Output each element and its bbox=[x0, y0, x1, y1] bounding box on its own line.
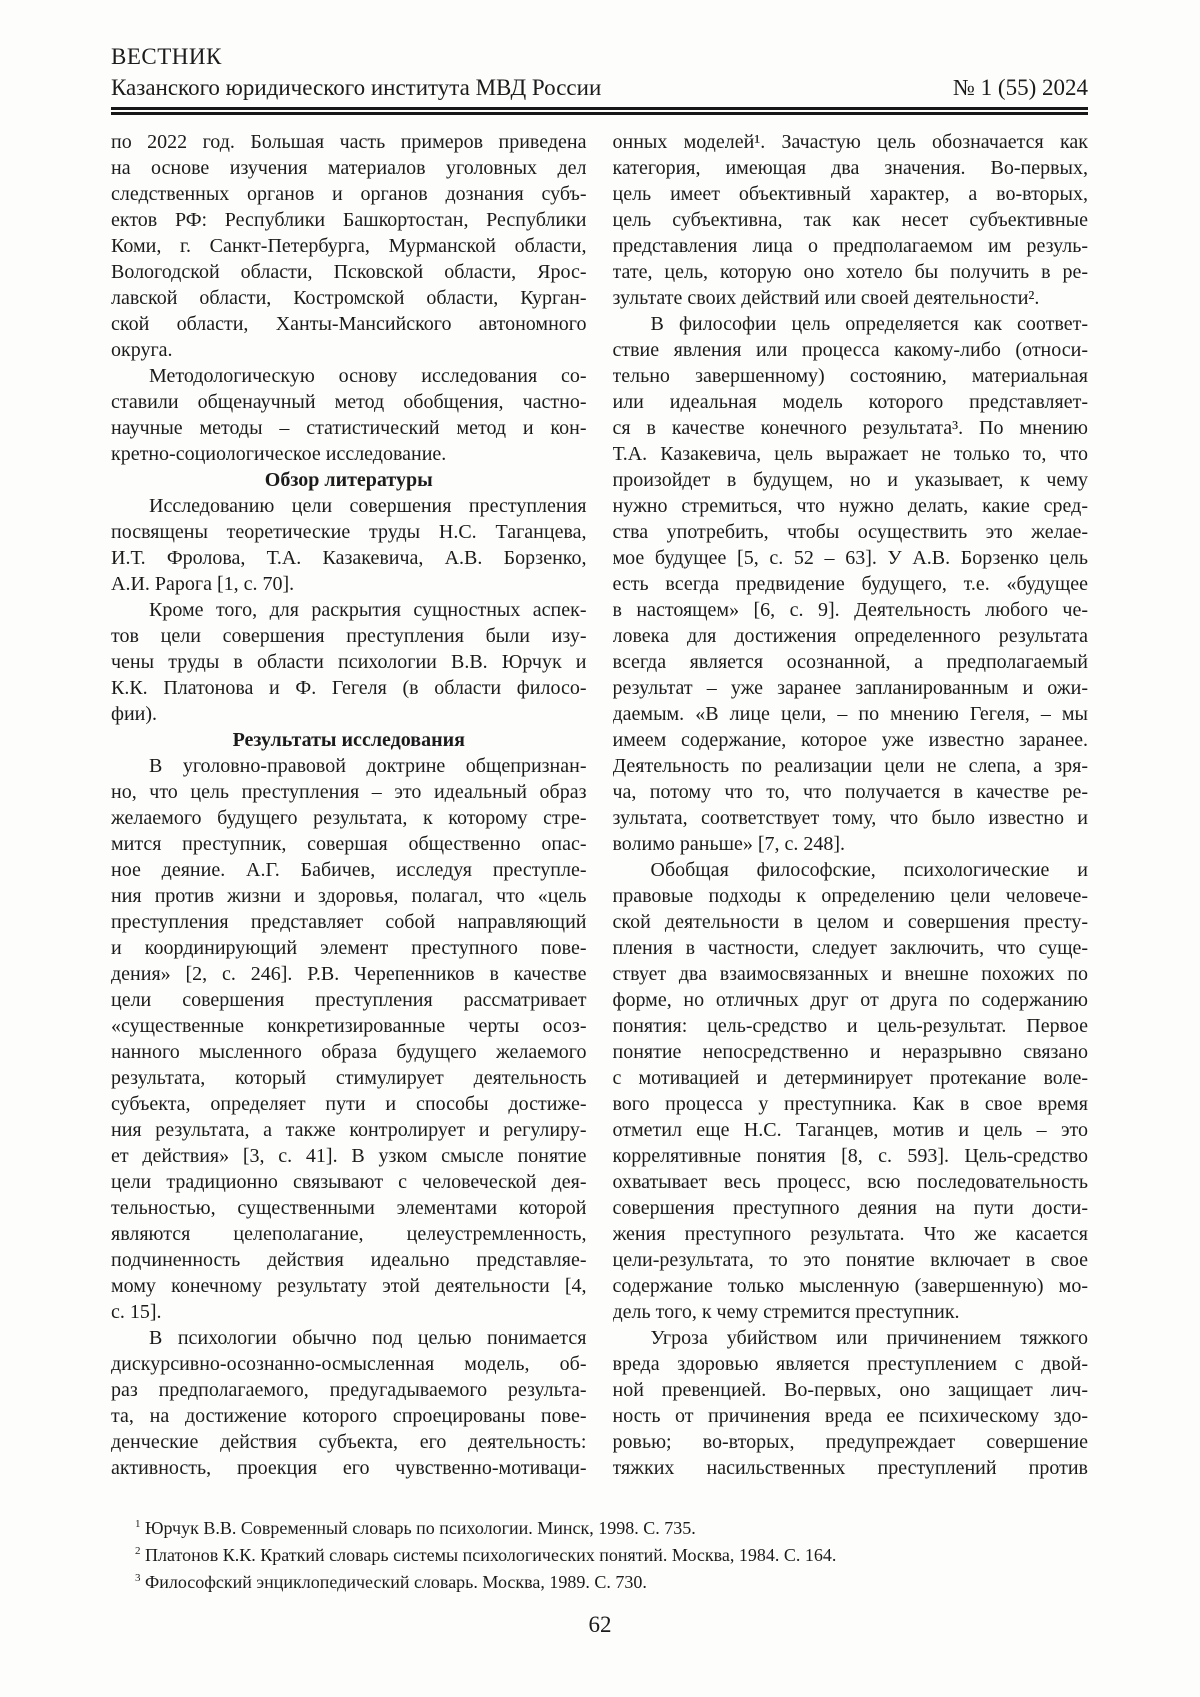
text-line: в настоящем» [6, с. 9]. Деятельность любого че- bbox=[612, 599, 1088, 621]
right-column bbox=[613, 129, 1089, 1481]
text-line: цель имеет объективный характер, а во-вторых, bbox=[612, 183, 1088, 205]
text-line: ской деятельности в целом и совершения престу- bbox=[612, 911, 1088, 933]
journal-subtitle: Казанского юридического института МВД России bbox=[111, 75, 602, 100]
text-line: Угроза убийством или причинением тяжкого bbox=[650, 1327, 1088, 1349]
text-line: Деятельность по реализации цели не слепа, а зря- bbox=[612, 755, 1088, 777]
text-line: и координирующий элемент преступного пове- bbox=[111, 937, 587, 959]
text-line: ния против жизни и здоровья, полагал, что «цель bbox=[111, 885, 587, 907]
text-line: Вологодской области, Псковской области, Ярос- bbox=[111, 261, 587, 283]
text-line: охватывает весь процесс, всю последовательность bbox=[612, 1171, 1088, 1193]
text-line: зультата, соответствует тому, что было известно и bbox=[612, 807, 1088, 829]
text-line: «существенные конкретизированные черты осоз- bbox=[111, 1015, 587, 1037]
text-line: ность от причинения вреда ее психическому здо- bbox=[612, 1405, 1088, 1427]
text-line: форме, но отличных друг от друга по содержанию bbox=[612, 989, 1088, 1011]
text-line: категория, имеющая два значения. Во-первых, bbox=[612, 157, 1088, 179]
text-line: являются целеполагание, целеустремленность, bbox=[111, 1223, 587, 1245]
text-line: волимо раньше» [7, с. 248]. bbox=[612, 833, 846, 855]
text-line: тельностью, существенными элементами которой bbox=[111, 1197, 587, 1219]
text-line: результата, который стимулирует деятельность bbox=[111, 1067, 587, 1089]
text-line: дения» [2, с. 246]. Р.В. Черепенников в качестве bbox=[111, 963, 587, 985]
text-line: по 2022 год. Большая часть примеров приведена bbox=[111, 131, 587, 153]
text-line: ся в качестве конечного результата³. По мнению bbox=[612, 417, 1088, 439]
text-line: результат – уже заранее запланированным и ожи- bbox=[612, 677, 1088, 699]
footnote: $^3$ Философский энциклопедический словарь. Москва, 1989. С. 730. bbox=[135, 1572, 647, 1592]
text-line: жения преступного результата. Что же касается bbox=[612, 1223, 1088, 1245]
header-rule bbox=[111, 107, 1088, 115]
text-line: субъекта, определяет пути и способы достиже- bbox=[111, 1093, 587, 1115]
text-line: всегда является осознанной, а предполагаемый bbox=[612, 651, 1088, 673]
text-line: Исследованию цели совершения преступления bbox=[149, 495, 587, 517]
text-line: тяжких насильственных преступлений против bbox=[612, 1457, 1088, 1479]
text-line: Т.А. Казакевича, цель выражает не только то, что bbox=[612, 443, 1088, 465]
text-line: но, что цель преступления – это идеальный образ bbox=[111, 781, 587, 803]
text-line: кретно-социологическое исследование. bbox=[111, 443, 447, 465]
text-line: нужно стремиться, что нужно делать, какие сред- bbox=[612, 495, 1088, 517]
text-line: произойдет в будущем, но и указывает, к чему bbox=[612, 469, 1088, 491]
section-heading: Обзор литературы bbox=[264, 469, 433, 491]
text-line: раз предполагаемого, предугадываемого результа- bbox=[111, 1379, 587, 1401]
text-line: ровью; во-вторых, предупреждает совершение bbox=[612, 1431, 1088, 1453]
text-line: тов цели совершения преступления были изу- bbox=[111, 625, 587, 647]
journal-title: ВЕСТНИК bbox=[111, 44, 222, 69]
text-line: активность, проекция его чувственно-мотиваци- bbox=[111, 1457, 587, 1479]
text-line: отметил еще Н.С. Таганцев, мотив и цель – это bbox=[612, 1119, 1088, 1141]
text-line: ектов РФ: Республики Башкортостан, Республики bbox=[111, 209, 587, 231]
text-line: понятие непосредственно и неразрывно связано bbox=[612, 1041, 1088, 1063]
text-line: дискурсивно-осознанно-осмысленная модель, об- bbox=[111, 1353, 587, 1375]
text-line: Методологическую основу исследования со- bbox=[149, 365, 587, 387]
text-line: зультате своих действий или своей деятельности². bbox=[612, 287, 1040, 309]
text-line: или идеальная модель которого представляет- bbox=[612, 391, 1088, 413]
footnote: $^2$ Платонов К.К. Краткий словарь системы психологических понятий. Москва, 1984. С. 164. bbox=[135, 1545, 837, 1565]
article-body bbox=[111, 129, 1088, 1481]
text-line: тате, цель, которую оно хотело бы получить в ре- bbox=[612, 261, 1088, 283]
text-line: Кроме того, для раскрытия сущностных аспек- bbox=[149, 599, 587, 621]
text-line: цели совершения преступления рассматривает bbox=[111, 989, 587, 1011]
left-column bbox=[111, 129, 587, 1481]
text-line: ния результата, а также контролирует и регулиру- bbox=[111, 1119, 587, 1141]
text-line: вого процесса у преступника. Как в свое время bbox=[612, 1093, 1088, 1115]
text-line: Обобщая философские, психологические и bbox=[650, 859, 1088, 881]
text-line: коррелятивные понятия [8, с. 593]. Цель-средство bbox=[612, 1145, 1088, 1167]
text-line: с. 15]. bbox=[111, 1301, 162, 1323]
text-line: цель субъективна, так как несет субъективные bbox=[612, 209, 1088, 231]
text-line: даемым. «В лице цели, – по мнению Гегеля, – мы bbox=[612, 703, 1088, 725]
text-line: вреда здоровью является преступлением с двой- bbox=[612, 1353, 1088, 1375]
footnote-marker: 3 bbox=[135, 1572, 141, 1584]
text-line: В уголовно-правовой доктрине общепризнан- bbox=[149, 755, 587, 777]
text-line: ет действия» [3, с. 41]. В узком смысле понятие bbox=[111, 1145, 587, 1167]
text-line: посвящены теоретические труды Н.С. Таганцева, bbox=[111, 521, 587, 543]
text-line: ча, потому что то, что получается в качестве ре- bbox=[612, 781, 1088, 803]
text-line: ствие явления или процесса какому-либо (относи- bbox=[612, 339, 1088, 361]
text-line: мому конечному результату этой деятельности [4, bbox=[111, 1275, 587, 1297]
footnote-marker: 1 bbox=[135, 1518, 141, 1530]
text-line: денческие действия субъекта, его деятельность: bbox=[111, 1431, 587, 1453]
text-line: округа. bbox=[111, 339, 173, 361]
text-line: ской области, Ханты-Мансийского автономного bbox=[111, 313, 587, 335]
text-line: содержание только мысленную (завершенную) мо- bbox=[612, 1275, 1088, 1297]
text-line: та, на достижение которого спроецированы пове- bbox=[111, 1405, 587, 1427]
text-line: ства употребить, чтобы осуществить это желае- bbox=[612, 521, 1088, 543]
text-line: В философии цель определяется как соответ- bbox=[650, 313, 1088, 335]
text-line: понятия: цель-средство и цель-результат. Первое bbox=[612, 1015, 1088, 1037]
text-line: пления в частности, следует заключить, что суще- bbox=[612, 937, 1088, 959]
page-header bbox=[111, 42, 1088, 103]
text-line: ставили общенаучный метод обобщения, частно- bbox=[111, 391, 587, 413]
text-line: имеем содержание, которое уже известно заранее. bbox=[612, 729, 1088, 751]
text-line: фии). bbox=[111, 703, 158, 725]
text-line: мое будущее [5, с. 52 – 63]. У А.В. Борзенко цель bbox=[612, 547, 1088, 569]
text-line: желаемого будущего результата, к которому стре- bbox=[111, 807, 587, 829]
text-line: ствует два взаимосвязанных и внешне похожих по bbox=[612, 963, 1088, 985]
text-line: с мотивацией и детерминирует протекание воле- bbox=[612, 1067, 1088, 1089]
text-line: преступления представляет собой направляющий bbox=[111, 911, 587, 933]
text-line: А.И. Рарога [1, с. 70]. bbox=[111, 573, 295, 595]
text-line: онных моделей¹. Зачастую цель обозначается как bbox=[612, 131, 1088, 153]
text-line: чены труды в области психологии В.В. Юрчук и bbox=[111, 651, 587, 673]
text-line: цели традиционно связывают с человеческой дея- bbox=[111, 1171, 587, 1193]
section-heading: Результаты исследования bbox=[232, 729, 465, 751]
text-line: ное деяние. А.Г. Бабичев, исследуя преступле- bbox=[111, 859, 587, 881]
text-line: на основе изучения материалов уголовных дел bbox=[111, 157, 587, 179]
text-line: Коми, г. Санкт-Петербурга, Мурманской области, bbox=[111, 235, 587, 257]
text-line: И.Т. Фролова, Т.А. Казакевича, А.В. Борзенко, bbox=[111, 547, 587, 569]
text-line: научные методы – статистический метод и кон- bbox=[111, 417, 587, 439]
text-line: лавской области, Костромской области, Курган- bbox=[111, 287, 587, 309]
text-line: дель того, к чему стремится преступник. bbox=[612, 1301, 960, 1323]
text-line: К.К. Платонова и Ф. Гегеля (в области филосо- bbox=[111, 677, 587, 699]
text-line: представления лица о предполагаемом им резуль- bbox=[612, 235, 1088, 257]
text-line: правовые подходы к определению цели человече- bbox=[612, 885, 1088, 907]
text-line: мится преступник, совершая общественно опас- bbox=[111, 833, 587, 855]
text-line: цели-результата, то это понятие включает в свое bbox=[612, 1249, 1088, 1271]
footnote-marker: 2 bbox=[135, 1545, 141, 1557]
text-line: следственных органов и органов дознания субъ- bbox=[111, 183, 587, 205]
text-line: ной превенцией. Во-первых, оно защищает лич- bbox=[612, 1379, 1088, 1401]
page-number: 62 bbox=[588, 1612, 612, 1637]
text-line: есть всегда предвидение будущего, т.е. «будущее bbox=[612, 573, 1088, 595]
footnotes bbox=[111, 1515, 1088, 1596]
text-line: В психологии обычно под целью понимается bbox=[149, 1327, 587, 1349]
text-line: тельно завершенному) состоянию, материальная bbox=[612, 365, 1088, 387]
issue-number: № 1 (55) 2024 bbox=[952, 75, 1088, 100]
text-line: совершения преступного деяния на пути дости- bbox=[612, 1197, 1088, 1219]
text-line: нанного мысленного образа будущего желаемого bbox=[111, 1041, 587, 1063]
text-line: подчиненность действия идеально представляе- bbox=[111, 1249, 587, 1271]
footnote: $^1$ Юрчук В.В. Современный словарь по психологии. Минск, 1998. С. 735. bbox=[135, 1518, 696, 1538]
text-line: ловека для достижения определенного результата bbox=[612, 625, 1088, 647]
